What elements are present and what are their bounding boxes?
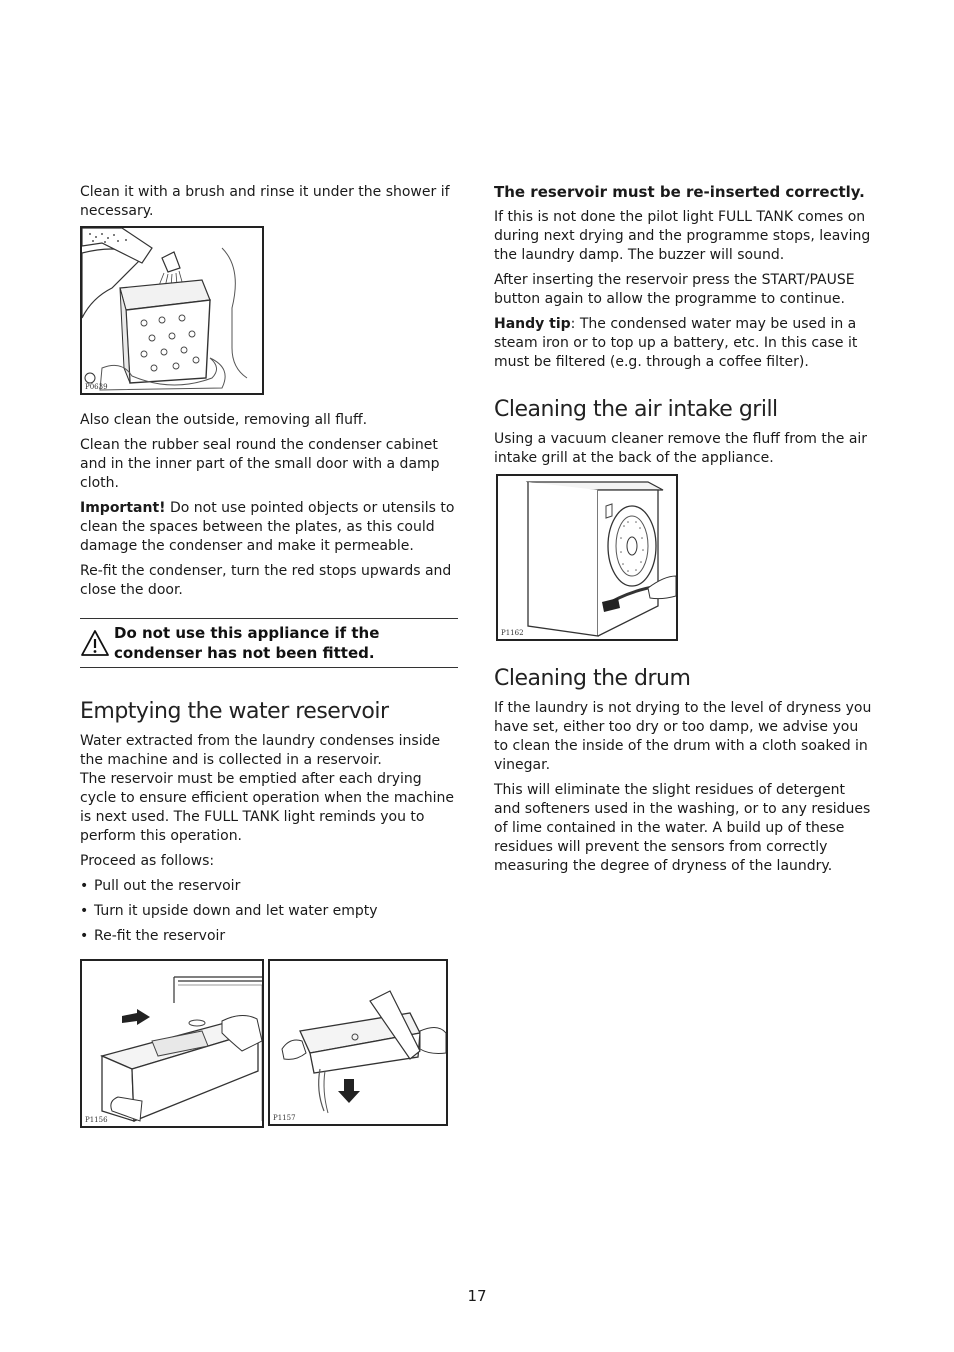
warning-text: Do not use this appliance if the condenser has not been fitted. [114, 624, 380, 662]
drum-para-2: This will eliminate the slight residues of detergent and softeners used in the washing, or to any residues of lime contained in the water. A build up of these residues will prevent the sensors from correctly measuring the degree of dryness of the laundry. [494, 782, 871, 874]
figure-code: P1157 [273, 1114, 296, 1122]
handy-tip [494, 315, 872, 372]
important-label: Important! [80, 500, 166, 516]
section-heading-cleaning-drum: Cleaning the drum [494, 666, 691, 691]
grill-para: Using a vacuum cleaner remove the fluff from the air intake grill at the back of the appliance. [494, 431, 868, 466]
air-intake-grill-drawing [498, 476, 676, 639]
empty-reservoir-illustration [268, 959, 448, 1126]
figure-code: P0639 [85, 383, 108, 391]
important-note [80, 499, 458, 556]
steps-list [80, 877, 458, 946]
warning-triangle-icon [80, 623, 114, 663]
warning-box [80, 618, 458, 668]
condenser-rinse-drawing [82, 228, 262, 393]
reservoir-figures [80, 959, 458, 1128]
section-heading-air-intake-grill: Cleaning the air intake grill [494, 397, 778, 422]
tip-text: : The condensed water may be used in a steam iron or to top up a battery, etc. In this case it must be filtered (e.g. through a coffee filter). [494, 316, 858, 370]
reinsert-para-2: After inserting the reservoir press the START/PAUSE button again to allow the programme to continue. [494, 272, 855, 307]
clean-outside-text: Also clean the outside, removing all fluff. [80, 412, 368, 428]
proceed-text: Proceed as follows: [80, 853, 215, 869]
left-column [80, 183, 458, 1128]
pull-out-reservoir-illustration [80, 959, 264, 1128]
drum-para-1: If the laundry is not drying to the level of dryness you have set, either too dry or too damp, we advise you to clean the inside of the drum with a cloth soaked in vinegar. [494, 700, 872, 773]
condenser-rinse-illustration [80, 226, 264, 395]
refit-text: Re-fit the condenser, turn the red stops upwards and close the door. [80, 563, 452, 598]
list-item: • Pull out the reservoir [80, 877, 458, 896]
figure-code: P1162 [501, 629, 524, 637]
important-text: Do not use pointed objects or utensils to clean the spaces between the plates, as this could damage the condenser and make it permeable. [80, 500, 455, 554]
clean-seal-text: Clean the rubber seal round the condenser cabinet and in the inner part of the small door with a damp cloth. [80, 437, 440, 491]
list-item: • Re-fit the reservoir [80, 927, 458, 946]
tip-label: Handy tip [494, 316, 571, 332]
air-intake-grill-illustration [496, 474, 678, 641]
right-column [494, 183, 872, 882]
reservoir-para-2: The reservoir must be emptied after each drying cycle to ensure efficient operation when the machine is next used. The FULL TANK light reminds you to perform this operation. [80, 771, 454, 844]
list-item: • Turn it upside down and let water empty [80, 902, 458, 921]
reservoir-para-1: Water extracted from the laundry condenses inside the machine and is collected in a reservoir. [80, 733, 441, 768]
reinsert-heading: The reservoir must be re-inserted correctly. [494, 183, 865, 201]
empty-reservoir-drawing [270, 961, 446, 1124]
page-number: 17 [467, 1287, 487, 1305]
pull-out-reservoir-drawing [82, 961, 262, 1126]
figure-code: P1156 [85, 1116, 108, 1124]
section-heading-emptying-reservoir: Emptying the water reservoir [80, 699, 389, 724]
reinsert-para-1: If this is not done the pilot light FULL TANK comes on during next drying and the programme stops, leaving the laundry damp. The buzzer will sound. [494, 209, 871, 263]
intro-text: Clean it with a brush and rinse it under the shower if necessary. [80, 184, 450, 219]
